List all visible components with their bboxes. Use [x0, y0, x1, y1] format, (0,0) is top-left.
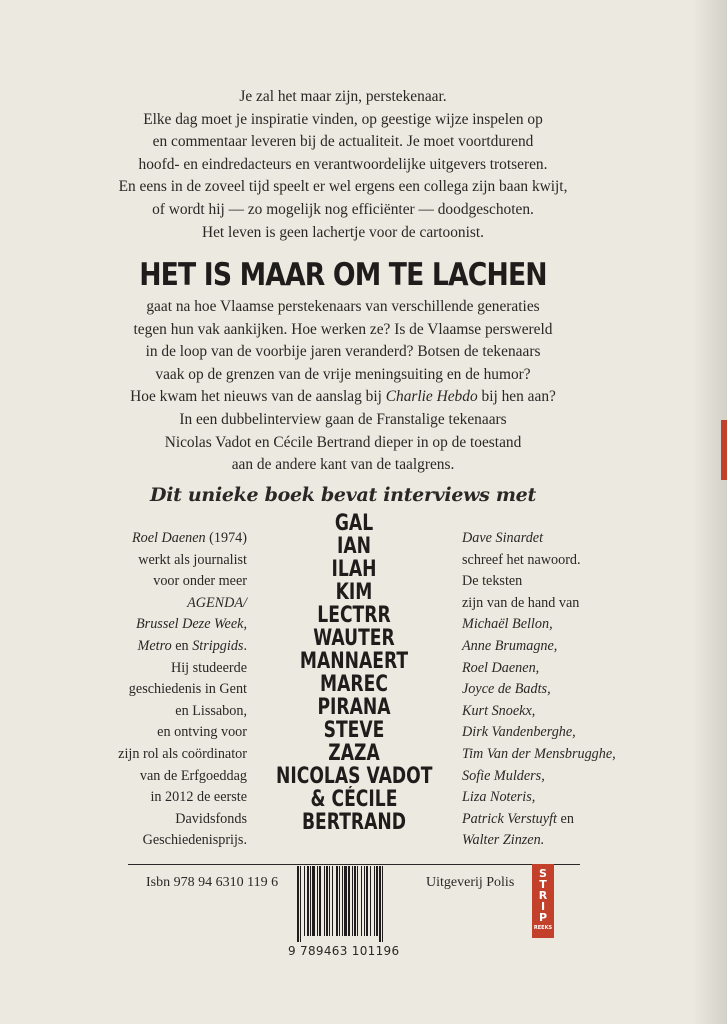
barcode-bar: [376, 866, 378, 936]
credits-line: De teksten: [462, 573, 523, 590]
interviewee-name: NICOLAS VADOT: [276, 764, 433, 789]
bio-line: [118, 528, 247, 550]
interviewee-name: GAL: [334, 511, 374, 536]
publication-name: Stripgids: [192, 637, 244, 654]
interviewee-name: WAUTER: [313, 626, 395, 651]
barcode-bar: [326, 866, 328, 936]
text-author: Tim Van der Mensbrugghe,: [462, 745, 616, 762]
intro-line: en commentaar leveren bij de actualiteit. Je moet voortdurend: [152, 133, 534, 151]
text-author: Sofie Mulders,: [462, 767, 545, 784]
bio-line: Geschiedenisprijs.: [142, 832, 247, 849]
description-text: Hoe kwam het nieuws van de aanslag bij: [130, 388, 386, 406]
logo-letter: T: [539, 878, 547, 891]
barcode-bar: [366, 866, 368, 936]
text-author: Michaël Bellon,: [462, 616, 553, 633]
text-author: Joyce de Badts,: [462, 681, 551, 698]
interviewee-name: MANNAERT: [299, 649, 409, 674]
description-text: bij hen aan?: [477, 388, 556, 406]
logo-letter: I: [540, 900, 546, 913]
barcode-bar: [339, 866, 340, 936]
credits-line: schreef het nawoord.: [462, 551, 581, 568]
publication-name: Metro: [137, 637, 172, 654]
credits-line: [462, 614, 616, 636]
bio-line: in 2012 de eerste: [150, 789, 247, 806]
bio-line: Davidsfonds: [175, 810, 247, 827]
text-author: Kurt Snoekx,: [462, 702, 536, 719]
barcode: [296, 866, 414, 942]
credits-line: [462, 830, 616, 852]
intro-line: Elke dag moet je inspiratie vinden, op geestige wijze inspelen op: [143, 110, 543, 128]
interviewee-name: & CÉCILE: [310, 787, 398, 812]
barcode-bar: [342, 866, 343, 936]
interviewee-name: IAN: [336, 534, 372, 559]
intro-line: of wordt hij — zo mogelijk nog efficiënter — doodgeschoten.: [152, 200, 534, 218]
credits-line: [462, 744, 616, 766]
intro-line: hoofd- en eindredacteurs en verantwoordelijke uitgevers trotseren.: [138, 155, 548, 173]
publication-name: Brussel Deze Week,: [136, 616, 247, 633]
description-line: tegen hun vak aankijken. Hoe werken ze? Is de Vlaamse perswereld: [133, 320, 553, 338]
intro-line: Het leven is geen lachertje voor de cartoonist.: [201, 223, 485, 241]
barcode-bar: [300, 866, 301, 942]
barcode-bar: [297, 866, 299, 942]
bio-line: werkt als journalist: [138, 551, 247, 568]
interviewee-name: MAREC: [320, 672, 388, 697]
interviewee-name: BERTRAND: [301, 810, 407, 835]
bio-line: [118, 614, 247, 636]
bio-line: geschiedenis in Gent: [128, 681, 247, 698]
credits-line: [462, 701, 616, 723]
bio-text: en: [171, 637, 193, 654]
logo-letter: S: [539, 867, 547, 880]
interviewee-name: ZAZA: [328, 741, 380, 766]
spine-edge: [693, 0, 727, 1024]
credits: [462, 528, 616, 852]
logo-subtext: REEKS: [533, 925, 553, 931]
barcode-bar: [317, 866, 318, 936]
bio-line: en Lissabon,: [175, 702, 247, 719]
text-author: Liza Noteris,: [462, 789, 536, 806]
barcode-bar: [310, 866, 311, 936]
intro-line: Je zal het maar zijn, perstekenaar.: [239, 88, 447, 105]
bio-line: voor onder meer: [153, 573, 247, 590]
text-author: Dirk Vandenberghe,: [462, 724, 576, 741]
interviewee-name: LECTRR: [317, 603, 391, 628]
text-author: Anne Brumagne,: [462, 637, 558, 654]
bio-line: van de Erfgoeddag: [139, 767, 247, 784]
description-line: aan de andere kant van de taalgrens.: [231, 456, 455, 474]
credits-line: [462, 809, 616, 831]
isbn: Isbn 978 94 6310 119 6: [146, 875, 279, 890]
bio-text: .: [243, 637, 247, 654]
barcode-bar: [348, 866, 350, 936]
interviewee-name: ILAH: [331, 557, 377, 582]
logo-letter: P: [538, 911, 548, 924]
barcode-bar: [354, 866, 356, 936]
strip-series-logo: [532, 864, 554, 938]
author-bio: [118, 528, 247, 852]
credits-line: zijn van de hand van: [462, 594, 580, 611]
barcode-number: 9 789463 101196: [288, 944, 400, 958]
barcode-bar: [307, 866, 309, 936]
logo-letter: R: [538, 889, 548, 902]
page-edge-mark: [721, 420, 727, 480]
barcode-bar: [382, 866, 383, 942]
barcode-bar: [304, 866, 305, 936]
footer-rule: [128, 864, 580, 865]
magazine-title: Charlie Hebdo: [385, 388, 478, 406]
bio-line: [118, 593, 247, 615]
book-title: HET IS MAAR OM TE LACHEN: [139, 257, 547, 293]
barcode-bar: [361, 866, 362, 936]
description-line: Nicolas Vadot en Cécile Bertrand dieper in op de toestand: [164, 433, 522, 451]
bio-line: en ontving voor: [157, 724, 247, 741]
interviewee-name: PIRANA: [317, 695, 391, 720]
afterword-author: Dave Sinardet: [462, 530, 544, 546]
publisher-name: Uitgeverij Polis: [426, 875, 515, 890]
barcode-bar: [319, 866, 321, 936]
barcode-bar: [357, 866, 358, 936]
credits-text: en: [556, 810, 574, 827]
interviews-heading: Dit unieke boek bevat interviews met: [150, 484, 536, 506]
barcode-bar: [312, 866, 315, 936]
barcode-bar: [364, 866, 365, 936]
barcode-bar: [374, 866, 375, 936]
publication-name: AGENDA/: [187, 594, 247, 611]
credits-line: [462, 766, 616, 788]
barcode-bar: [352, 866, 353, 936]
bio-line: zijn rol als coördinator: [118, 745, 247, 762]
credits-line: [462, 722, 616, 744]
barcode-bar: [370, 866, 371, 936]
interviewee-name: KIM: [335, 580, 373, 605]
credits-line: [462, 528, 616, 550]
credits-line: [462, 787, 616, 809]
intro-line: En eens in de zoveel tijd speelt er wel ergens een collega zijn baan kwijt,: [118, 178, 568, 196]
barcode-bar: [332, 866, 333, 936]
credits-line: [462, 658, 616, 680]
author-year: (1974): [205, 530, 247, 546]
description-paragraph: [0, 296, 686, 477]
description-line: In een dubbelinterview gaan de Franstalige tekenaars: [179, 410, 507, 428]
barcode-bar: [336, 866, 338, 936]
interviewee-name: STEVE: [323, 718, 385, 743]
bio-line: Hij studeerde: [170, 659, 247, 676]
interviewee-list: [254, 512, 454, 834]
description-line: gaat na hoe Vlaamse perstekenaars van verschillende generaties: [146, 298, 540, 315]
barcode-bar: [344, 866, 347, 936]
barcode-bar: [329, 866, 330, 936]
text-author: Roel Daenen,: [462, 659, 540, 676]
author-name: Roel Daenen: [131, 530, 206, 546]
barcode-bar: [324, 866, 325, 936]
bio-line: [118, 636, 247, 658]
description-line: [0, 386, 686, 409]
credits-line: [462, 679, 616, 701]
description-line: in de loop van de voorbije jaren veranderd? Botsen de tekenaars: [145, 343, 541, 361]
credits-line: [462, 636, 616, 658]
barcode-bar: [379, 866, 381, 942]
intro-paragraph: [0, 86, 686, 244]
description-line: vaak op de grenzen van de vrije meningsuiting en de humor?: [155, 365, 531, 383]
text-author: Walter Zinzen.: [462, 832, 545, 849]
text-author: Patrick Verstuyft: [462, 810, 557, 827]
